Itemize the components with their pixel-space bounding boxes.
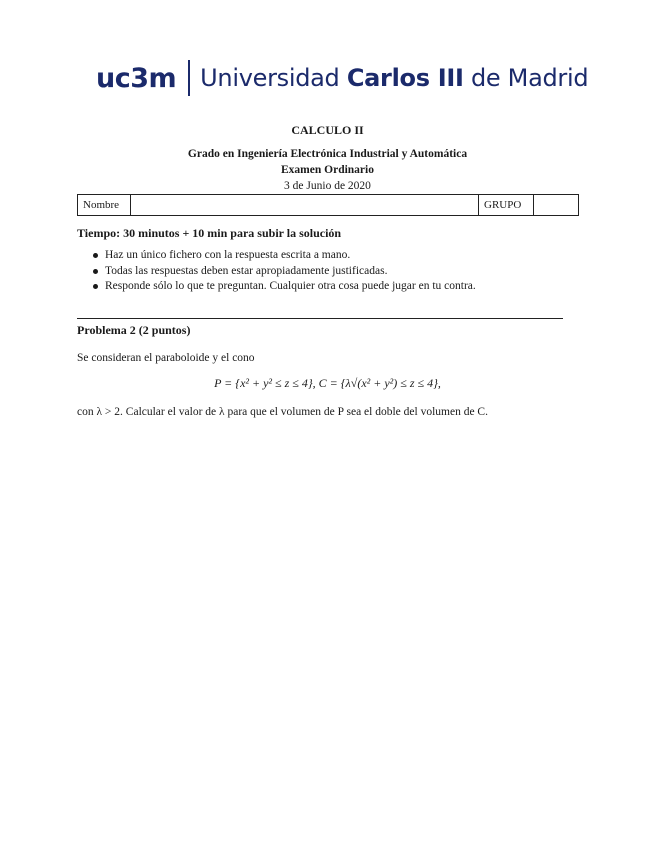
section-divider [77,318,563,319]
name-field[interactable] [131,195,479,216]
rule-text: Responde sólo lo que te preguntan. Cualquier otra cosa puede jugar en tu contra. [105,280,476,292]
rule-text: Haz un único fichero con la respuesta escrita a mano. [105,249,351,261]
bullet-icon [93,269,98,274]
bullet-icon [93,253,98,258]
university-logo [96,60,588,96]
group-field[interactable] [534,195,579,216]
exam-date: 3 de Junio de 2020 [284,180,371,192]
logo-full-name [200,64,588,92]
logo-divider [188,60,190,96]
list-item [93,248,613,264]
list-item [93,279,613,295]
group-label: GRUPO [479,195,534,216]
degree-title: Grado en Ingeniería Electrónica Industrial y Automática [187,148,468,160]
rule-text: Todas las respuestas deben estar apropiadamente justificadas. [105,264,388,277]
exam-type: Examen Ordinario [281,164,374,176]
logo-bold: Carlos III [346,64,464,92]
name-label: Nombre [78,195,131,216]
bullet-icon [93,284,98,289]
student-id-table [77,194,579,216]
logo-short: uc3m [96,62,177,94]
list-item [93,264,613,280]
course-title: CALCULO II [291,123,364,137]
logo-prefix: Universidad [200,64,347,92]
rules-list [77,248,613,295]
problem-intro: Se consideran el paraboloide y el cono [77,352,255,364]
problem-question: con λ > 2. Calcular el valor de λ para que el volumen de P sea el doble del volumen de C. [77,406,488,418]
problem-formula: P = {x² + y² ≤ z ≤ 4}, C = {λ√(x² + y²) ≤ z ≤ 4}, [214,376,441,390]
time-instructions: Tiempo: 30 minutos + 10 min para subir la solución [77,226,342,240]
problem-title: Problema 2 (2 puntos) [77,323,191,337]
logo-suffix: de Madrid [463,64,589,92]
